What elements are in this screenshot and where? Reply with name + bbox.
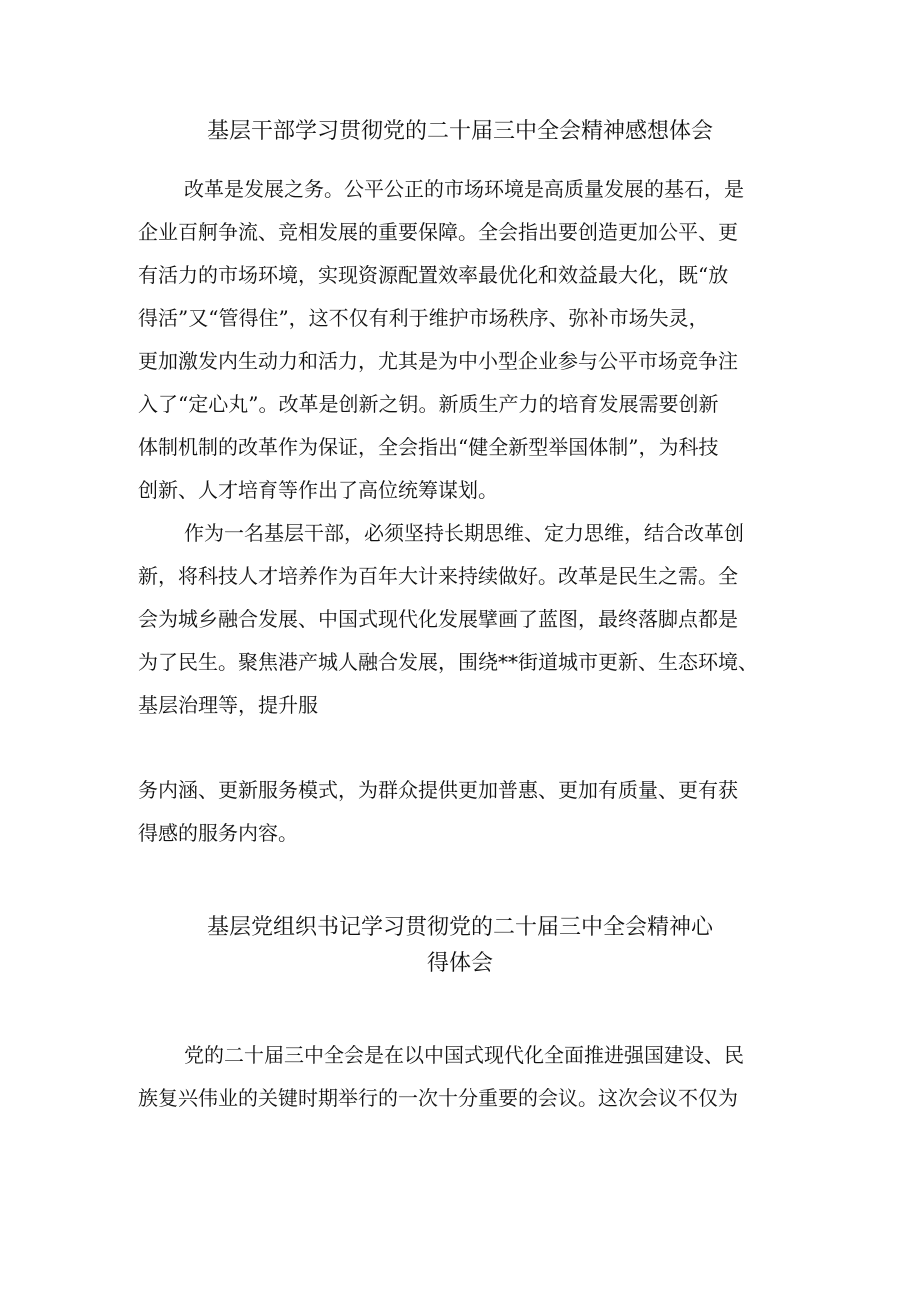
section1-paragraph2-line: 新，将科技人才培养作为百年大计来持续做好。改革是民生之需。全 — [138, 564, 738, 588]
section1-paragraph1-line: 改革是发展之务。公平公正的市场环境是高质量发展的基石，是 — [184, 177, 744, 201]
section1-paragraph1-line: 创新、人才培育等作出了高位统筹谋划。 — [138, 478, 498, 502]
section1-paragraph2-line: 基层治理等，提升服 — [138, 693, 318, 717]
section2-paragraph-line: 族复兴伟业的关键时期举行的一次十分重要的会议。这次会议不仅为 — [138, 1086, 738, 1110]
section1-paragraph2-line: 为了民生。聚焦港产城人融合发展，围绕**街道城市更新、生态环境、 — [138, 650, 758, 674]
section1-paragraph2-line: 会为城乡融合发展、中国式现代化发展擘画了蓝图，最终落脚点都是 — [138, 607, 738, 631]
section2-title-line2: 得体会 — [426, 951, 493, 976]
section1-paragraph1-line: 得活”又“管得住”，这不仅有利于维护市场秩序、弥补市场失灵， — [138, 306, 709, 330]
section1-paragraph2-line: 得感的服务内容。 — [138, 821, 298, 845]
section1-title: 基层干部学习贯彻党的二十届三中全会精神感想体会 — [206, 119, 713, 144]
section2-title — [0, 910, 920, 982]
section1-paragraph1-line: 企业百舸争流、竞相发展的重要保障。全会指出要创造更加公平、更 — [138, 220, 738, 244]
section1-paragraph2-line: 务内涵、更新服务模式，为群众提供更加普惠、更加有质量、更有获 — [138, 778, 738, 802]
section1-paragraph1-line: 更加激发内生动力和活力，尤其是为中小型企业参与公平市场竞争注 — [138, 349, 738, 373]
section1-paragraph2-line: 作为一名基层干部，必须坚持长期思维、定力思维，结合改革创 — [184, 521, 744, 545]
section2-paragraph-line: 党的二十届三中全会是在以中国式现代化全面推进强国建设、民 — [184, 1043, 744, 1067]
section1-paragraph1-line: 体制机制的改革作为保证，全会指出“健全新型举国体制”，为科技 — [138, 435, 719, 459]
section1-paragraph1-line: 有活力的市场环境，实现资源配置效率最优化和效益最大化，既“放 — [138, 263, 729, 287]
section2-title-line1: 基层党组织书记学习贯彻党的二十届三中全会精神心 — [206, 915, 713, 940]
section1-paragraph1-line: 入了“定心丸”。改革是创新之钥。新质生产力的培育发展需要创新 — [138, 392, 719, 416]
